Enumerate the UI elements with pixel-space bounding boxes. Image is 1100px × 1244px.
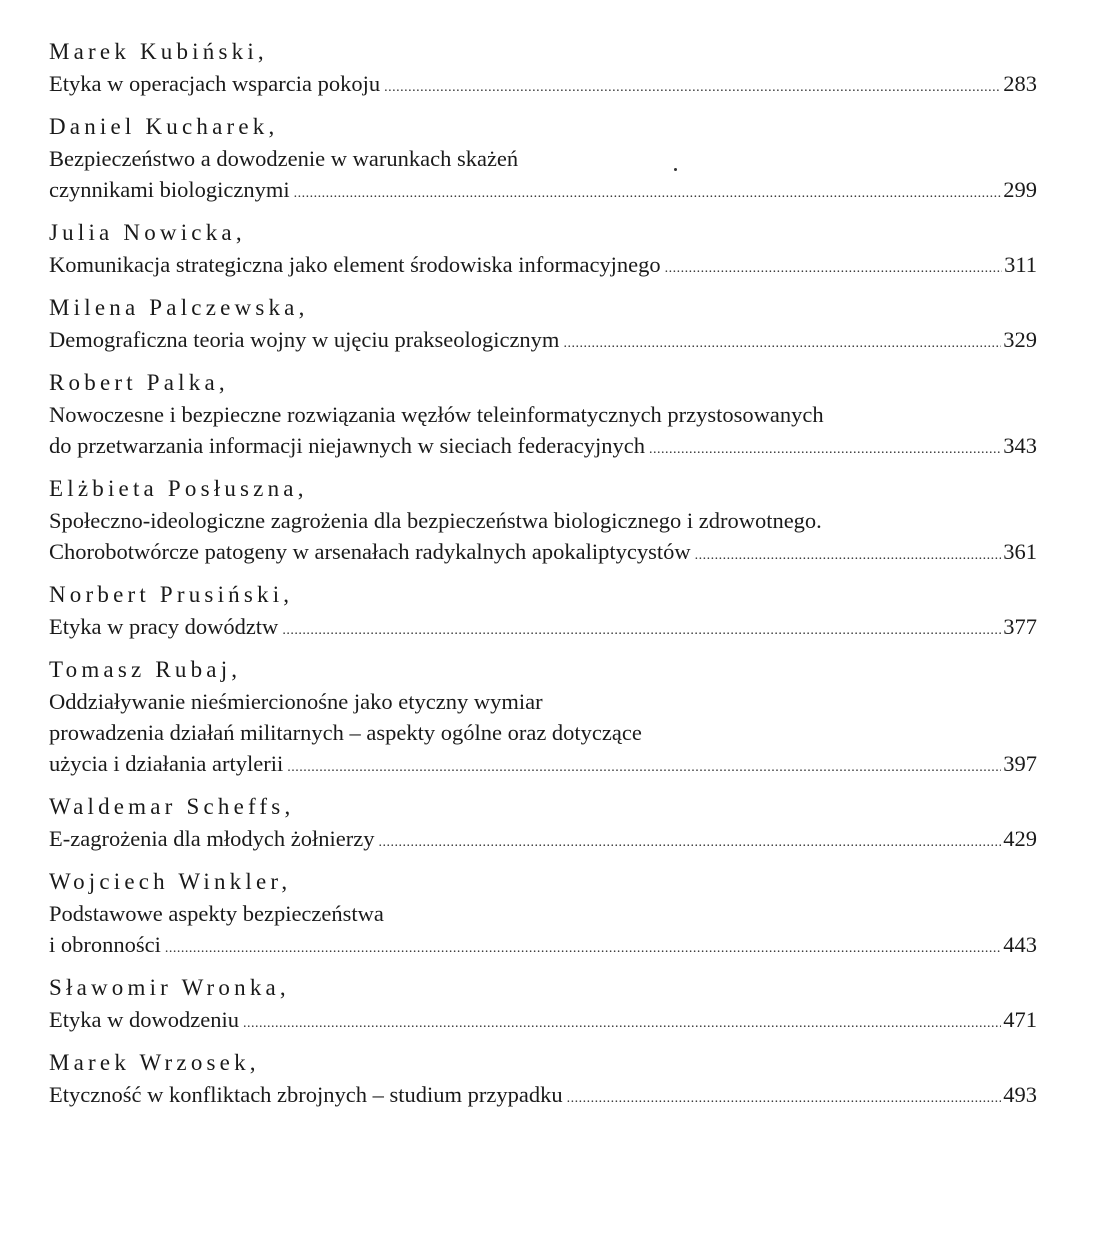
entry-title-line: Nowoczesne i bezpieczne rozwiązania węzłów teleinformatycznych przystosowanych bbox=[49, 402, 824, 427]
toc-entry bbox=[49, 111, 1037, 205]
entry-title-line: Podstawowe aspekty bezpieczeństwa bbox=[49, 901, 384, 926]
entry-title-line: użycia i działania artylerii bbox=[49, 751, 284, 776]
entry-title-line: i obronności bbox=[49, 932, 161, 957]
entry-title-row bbox=[49, 748, 1037, 779]
entry-title-line: prowadzenia działań militarnych – aspekty ogólne oraz dotyczące bbox=[49, 720, 642, 745]
dot-leader bbox=[243, 1008, 1001, 1039]
entry-author: Norbert Prusiński, bbox=[49, 582, 294, 607]
entry-author: Daniel Kucharek, bbox=[49, 114, 279, 139]
toc-entry bbox=[49, 654, 1037, 779]
toc-entry bbox=[49, 1047, 1037, 1110]
entry-author: Julia Nowicka, bbox=[49, 220, 246, 245]
entry-title-line: Komunikacja strategiczna jako element środowiska informacyjnego bbox=[49, 252, 661, 277]
page-number: 443 bbox=[1003, 932, 1037, 957]
entry-author: Marek Kubiński, bbox=[49, 39, 268, 64]
entry-author: Milena Palczewska, bbox=[49, 295, 309, 320]
page-number: 311 bbox=[1004, 252, 1037, 277]
entry-title-line: Społeczno-ideologiczne zagrożenia dla bezpieczeństwa biologicznego i zdrowotnego. bbox=[49, 508, 822, 533]
entry-author: Tomasz Rubaj, bbox=[49, 657, 242, 682]
entry-title-line: czynnikami biologicznymi bbox=[49, 177, 290, 202]
dot-leader bbox=[695, 540, 1002, 571]
page-number: 471 bbox=[1003, 1007, 1037, 1032]
entry-author: Elżbieta Posłuszna, bbox=[49, 476, 308, 501]
entry-title-row bbox=[49, 174, 1037, 205]
toc-entry bbox=[49, 972, 1037, 1035]
entry-author: Marek Wrzosek, bbox=[49, 1050, 260, 1075]
toc-entry bbox=[49, 367, 1037, 461]
page-number: 377 bbox=[1003, 614, 1037, 639]
page-number: 493 bbox=[1003, 1082, 1037, 1107]
entry-title-line: Etyka w dowodzeniu bbox=[49, 1007, 239, 1032]
dot-leader bbox=[567, 1083, 1002, 1114]
page-number: 361 bbox=[1003, 539, 1037, 564]
entry-title-row bbox=[49, 1079, 1037, 1110]
dot-leader bbox=[563, 328, 1001, 359]
page-number: 283 bbox=[1003, 71, 1037, 96]
dot-leader bbox=[384, 72, 1001, 103]
toc-entry bbox=[49, 473, 1037, 567]
entry-title-line: Etyczność w konfliktach zbrojnych – studium przypadku bbox=[49, 1082, 563, 1107]
dot-leader bbox=[665, 253, 1002, 284]
entry-title-line: do przetwarzania informacji niejawnych w sieciach federacyjnych bbox=[49, 433, 645, 458]
page-number: 397 bbox=[1003, 751, 1037, 776]
entry-title-line: Demograficzna teoria wojny w ujęciu prakseologicznym bbox=[49, 327, 560, 352]
toc-entry bbox=[49, 217, 1037, 280]
entry-title-line: Chorobotwórcze patogeny w arsenałach radykalnych apokaliptycystów bbox=[49, 539, 691, 564]
page-number: 329 bbox=[1003, 327, 1037, 352]
dot-leader bbox=[378, 827, 1001, 858]
entry-title-line: Etyka w pracy dowództw bbox=[49, 614, 279, 639]
entry-title-row bbox=[49, 430, 1037, 461]
stray-mark bbox=[674, 168, 677, 171]
entry-title-row bbox=[49, 536, 1037, 567]
page-number: 343 bbox=[1003, 433, 1037, 458]
entry-author: Robert Palka, bbox=[49, 370, 229, 395]
dot-leader bbox=[165, 933, 1001, 964]
entry-title-row bbox=[49, 68, 1037, 99]
dot-leader bbox=[294, 178, 1002, 209]
dot-leader bbox=[282, 615, 1001, 646]
entry-author: Sławomir Wronka, bbox=[49, 975, 290, 1000]
entry-title-row bbox=[49, 249, 1037, 280]
table-of-contents bbox=[49, 36, 1037, 1122]
entry-title-line: E-zagrożenia dla młodych żołnierzy bbox=[49, 826, 375, 851]
entry-title-row bbox=[49, 1004, 1037, 1035]
dot-leader bbox=[649, 434, 1001, 465]
entry-author: Waldemar Scheffs, bbox=[49, 794, 295, 819]
toc-entry bbox=[49, 579, 1037, 642]
entry-title-row bbox=[49, 324, 1037, 355]
page-number: 429 bbox=[1003, 826, 1037, 851]
entry-author: Wojciech Winkler, bbox=[49, 869, 292, 894]
entry-title-line: Bezpieczeństwo a dowodzenie w warunkach skażeń bbox=[49, 146, 519, 171]
entry-title-line: Oddziaływanie nieśmiercionośne jako etyczny wymiar bbox=[49, 689, 543, 714]
toc-entry bbox=[49, 791, 1037, 854]
entry-title-row bbox=[49, 929, 1037, 960]
entry-title-row bbox=[49, 823, 1037, 854]
dot-leader bbox=[287, 752, 1001, 783]
toc-entry bbox=[49, 36, 1037, 99]
toc-entry bbox=[49, 866, 1037, 960]
page-number: 299 bbox=[1003, 177, 1037, 202]
toc-entry bbox=[49, 292, 1037, 355]
entry-title-row bbox=[49, 611, 1037, 642]
entry-title-line: Etyka w operacjach wsparcia pokoju bbox=[49, 71, 381, 96]
